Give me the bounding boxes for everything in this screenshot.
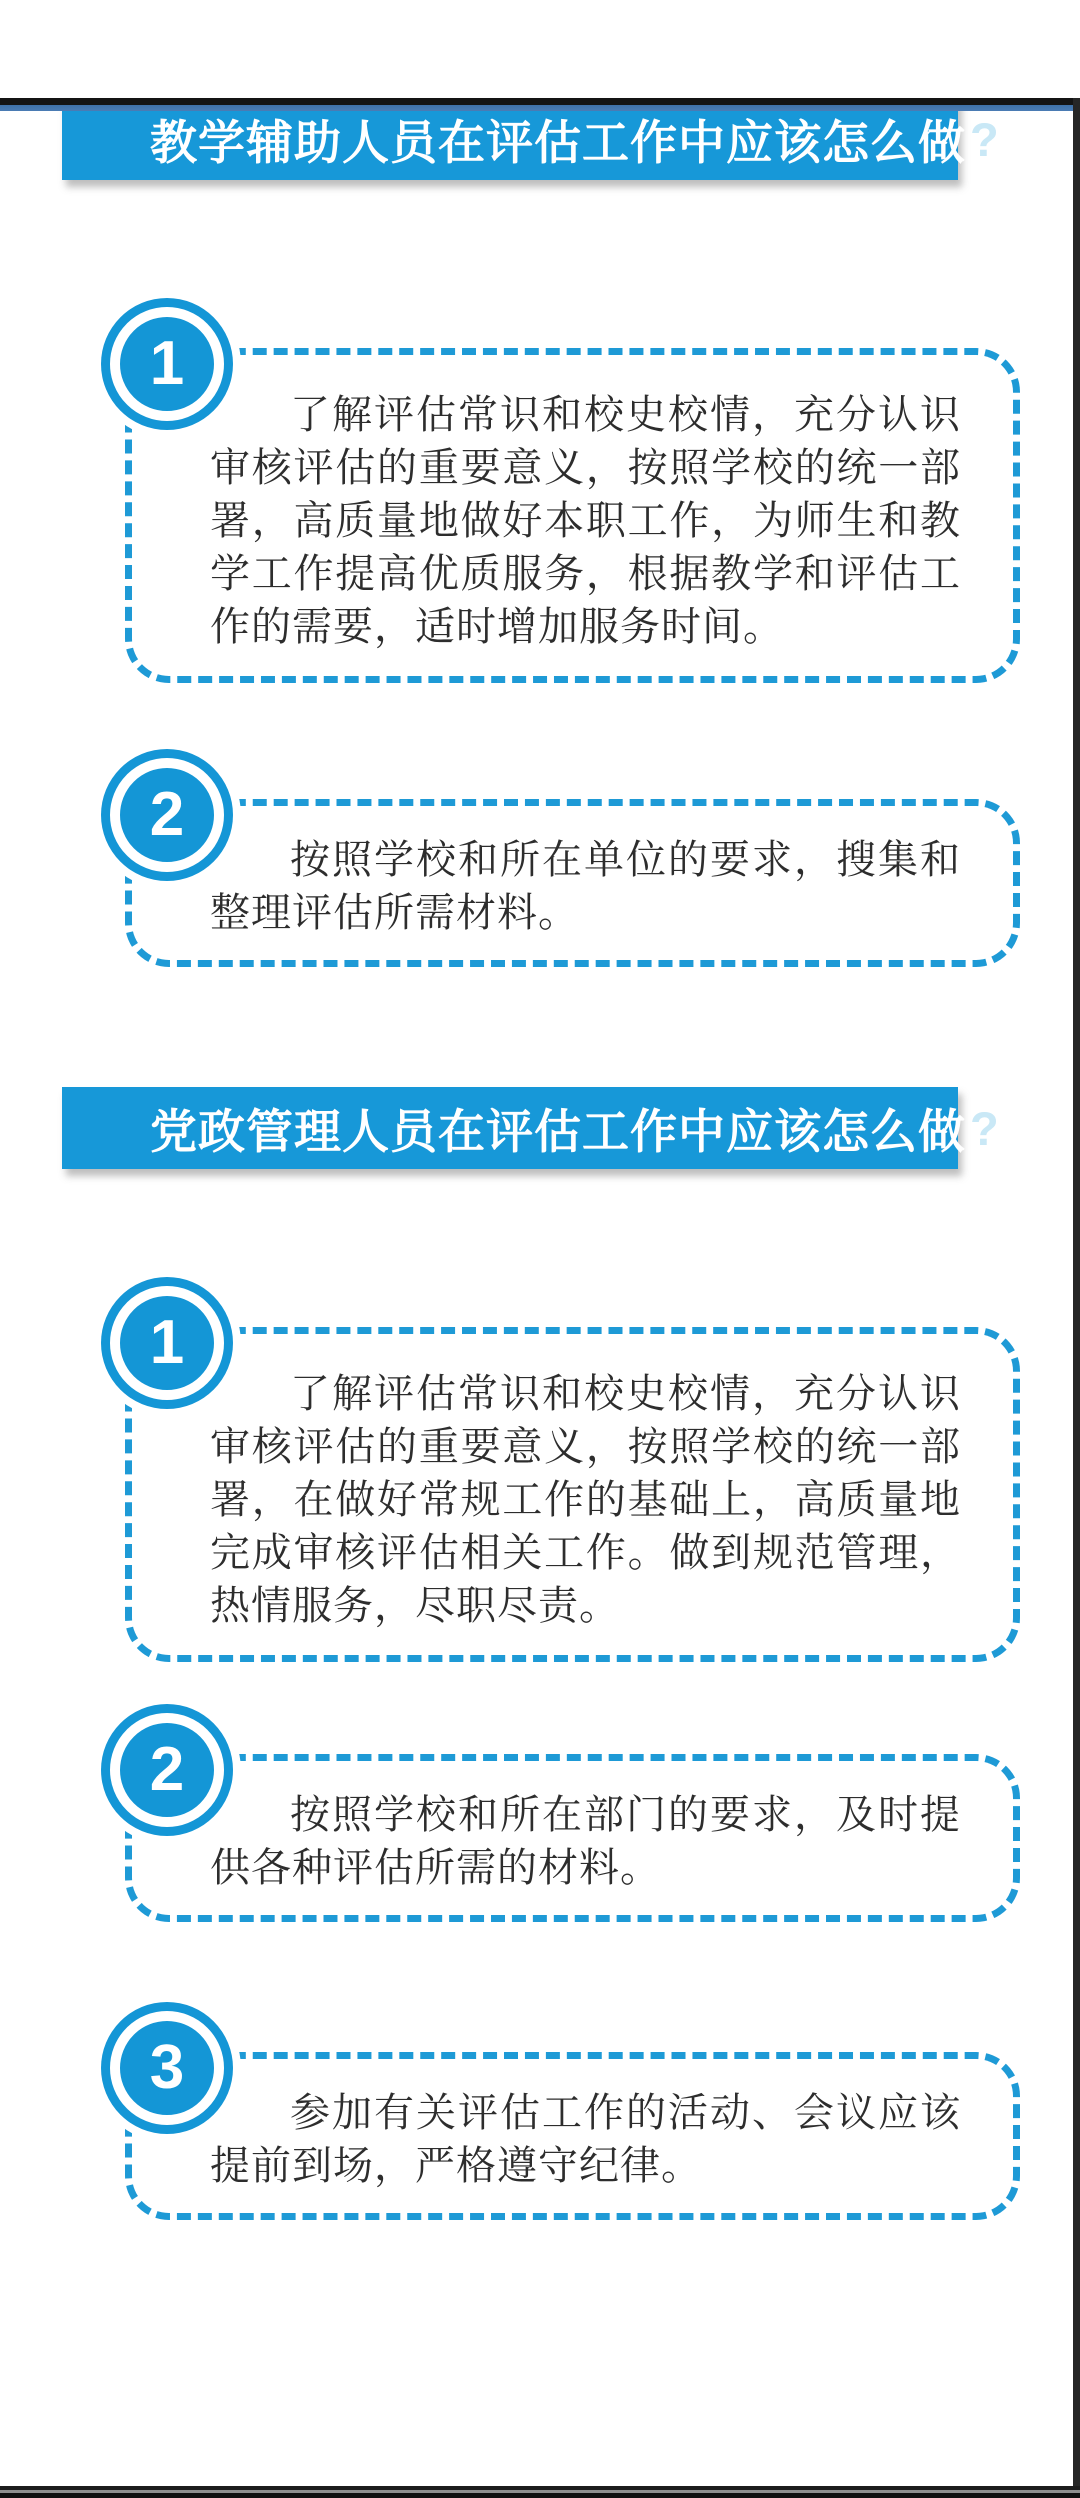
- screen-right-edge: [1073, 98, 1080, 2498]
- number-badge-2: [110, 758, 224, 872]
- infographic-page: [0, 98, 1080, 2498]
- badge-number: 2: [149, 1735, 185, 1804]
- section-2-item-1-box: [125, 1308, 1020, 1662]
- section-2-item-3-box: [125, 2033, 1020, 2220]
- number-badge-3: [110, 2011, 224, 2125]
- section-1-question-mark: ?: [970, 112, 999, 166]
- badge-number: 1: [149, 329, 185, 398]
- section-1-item-2-box: [125, 780, 1020, 967]
- section-2-item-1-text: 了解评估常识和校史校情，充分认识审核评估的重要意义，按照学校的统一部署，在做好常规工作的基础上，高质量地完成审核评估相关工作。做到规范管理，热情服务，尽职尽责。: [210, 1372, 961, 1628]
- number-badge-2: [110, 1713, 224, 1827]
- badge-number: 2: [149, 780, 185, 849]
- section-1-item-1-text: 了解评估常识和校史校情，充分认识审核评估的重要意义，按照学校的统一部署，高质量地做好本职工作，为师生和教学工作提高优质服务，根据教学和评估工作的需要，适时增加服务时间。: [210, 393, 961, 649]
- badge-number: 1: [149, 1308, 185, 1377]
- screen-bottom-edge: [0, 2486, 1080, 2498]
- section-2-question-mark: ?: [970, 1101, 999, 1155]
- section-1-item-1-box: [125, 329, 1020, 683]
- screen-top-edge: [0, 98, 1080, 111]
- number-badge-1: [110, 1286, 224, 1400]
- section-2-item-3-text: 参加有关评估工作的活动、会议应该提前到场，严格遵守纪律。: [210, 2091, 961, 2188]
- section-2-item-2-text: 按照学校和所在部门的要求，及时提供各种评估所需的材料。: [210, 1793, 961, 1890]
- section-2-item-2-box: [125, 1735, 1020, 1922]
- section-2-title-bar: [62, 1087, 999, 1169]
- section-1-title: 教学辅助人员在评估工作中应该怎么做: [150, 115, 966, 169]
- number-badge-1: [110, 307, 224, 421]
- section-1-item-2-text: 按照学校和所在单位的要求，搜集和整理评估所需材料。: [210, 838, 961, 935]
- section-2-title: 党政管理人员在评估工作中应该怎么做: [150, 1104, 966, 1158]
- badge-number: 3: [149, 2033, 185, 2102]
